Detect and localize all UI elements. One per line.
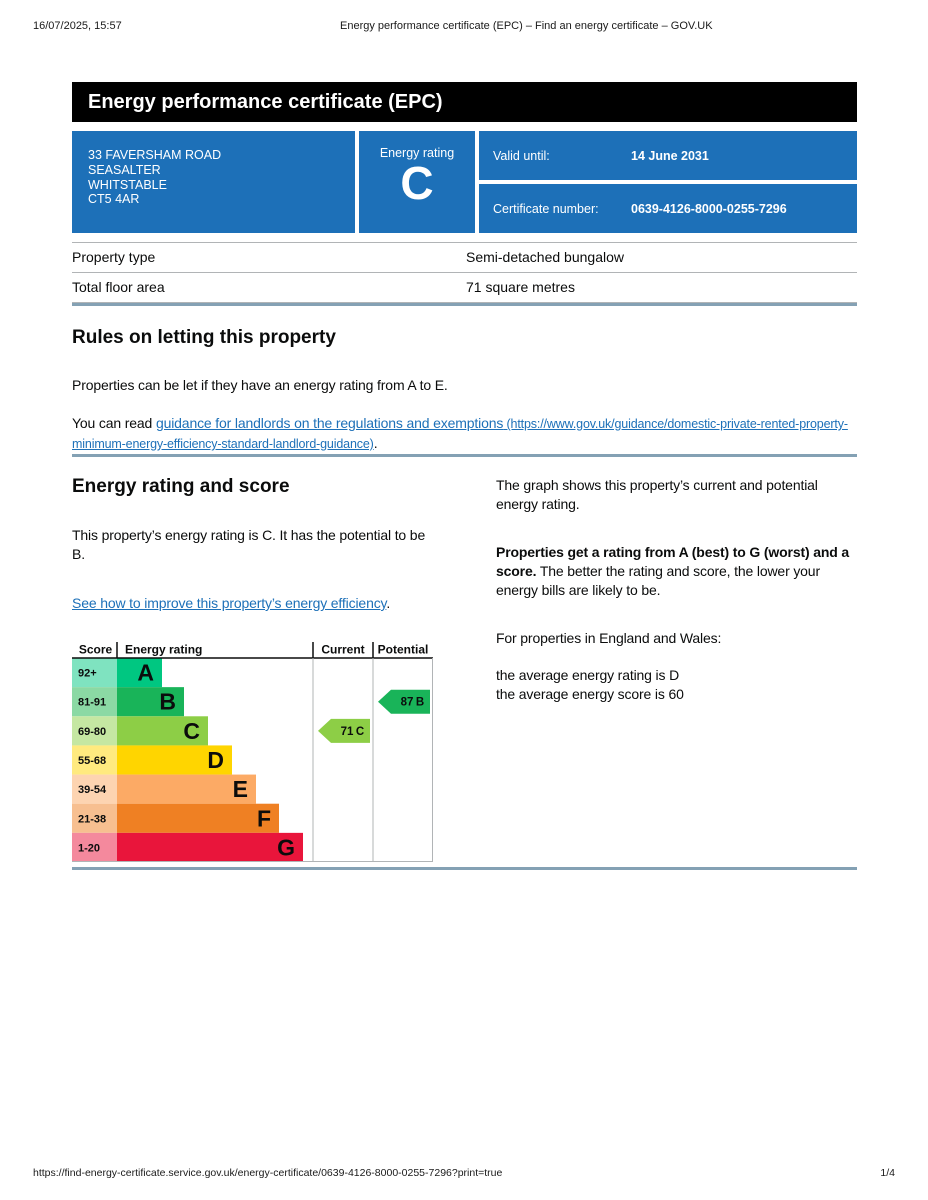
valid-until-row bbox=[479, 131, 857, 180]
certificate-number-value: 0639-4126-8000-0255-7296 bbox=[631, 201, 787, 216]
epc-rating-graph bbox=[72, 641, 433, 867]
landlord-guidance-link-url: (https://www.gov.uk/guidance/domestic-private-rented-property-minimum-energy-efficiency-standard-landlord-guidance) bbox=[72, 417, 848, 451]
energy-rating-section bbox=[72, 457, 857, 867]
landlord-guidance-link[interactable] bbox=[72, 415, 848, 451]
print-page-number: 1/4 bbox=[880, 1167, 895, 1179]
rating-explanation bbox=[496, 543, 857, 600]
valid-until-label: Valid until: bbox=[493, 148, 550, 163]
property-address bbox=[72, 131, 355, 233]
print-datetime: 16/07/2025, 15:57 bbox=[33, 20, 122, 32]
print-page-title: Energy performance certificate (EPC) – Find an energy certificate – GOV.UK bbox=[340, 20, 713, 32]
svg-text:B: B bbox=[159, 688, 176, 715]
valid-until-value: 14 June 2031 bbox=[631, 148, 709, 163]
svg-text:E: E bbox=[232, 776, 248, 803]
rating-intro: This property’s energy rating is C. It has the potential to be B. bbox=[72, 527, 426, 562]
rules-paragraph: Properties can be let if they have an energy rating from A to E. bbox=[72, 377, 448, 393]
svg-text:D: D bbox=[207, 747, 224, 773]
graph-description: The graph shows this property’s current and potential energy rating. bbox=[496, 477, 818, 512]
band-row-b bbox=[72, 687, 184, 716]
svg-text:39-54: 39-54 bbox=[78, 784, 107, 797]
improve-efficiency-link[interactable]: See how to improve this property’s energy efficiency bbox=[72, 595, 387, 611]
certificate-page bbox=[72, 82, 857, 870]
improve-suffix: . bbox=[386, 595, 391, 611]
address-line-2: SEASALTER bbox=[88, 162, 161, 177]
property-type-value: Semi-detached bungalow bbox=[466, 249, 624, 265]
svg-text:81-91: 81-91 bbox=[78, 696, 107, 709]
page-title: Energy performance certificate (EPC) bbox=[88, 90, 443, 113]
energy-rating-value: C bbox=[400, 157, 434, 209]
certificate-number-row bbox=[479, 184, 857, 233]
average-rating-line: the average energy rating is D bbox=[496, 667, 680, 683]
band-row-e bbox=[72, 775, 256, 804]
band-row-d bbox=[72, 745, 232, 774]
rules-guidance-prefix: You can read bbox=[72, 415, 156, 431]
rules-heading: Rules on letting this property bbox=[72, 327, 336, 348]
svg-text:Potential: Potential bbox=[377, 642, 429, 657]
svg-text:Energy rating: Energy rating bbox=[125, 642, 203, 657]
average-score-line: the average energy score is 60 bbox=[496, 686, 684, 702]
certificate-meta bbox=[479, 131, 857, 233]
property-type-label: Property type bbox=[72, 249, 156, 265]
table-row bbox=[72, 273, 857, 303]
svg-text:Score: Score bbox=[78, 642, 113, 657]
band-row-a bbox=[72, 658, 162, 687]
rules-section bbox=[72, 327, 857, 454]
epc-banner bbox=[72, 82, 857, 122]
england-wales-intro: For properties in England and Wales: bbox=[496, 630, 722, 646]
band-row-g bbox=[72, 833, 303, 862]
certificate-number-label: Certificate number: bbox=[493, 201, 599, 216]
address-line-1: 33 FAVERSHAM ROAD bbox=[88, 148, 222, 162]
svg-text:1-20: 1-20 bbox=[78, 842, 101, 855]
browser-print-footer bbox=[33, 1167, 895, 1179]
svg-text:F: F bbox=[256, 805, 271, 832]
averages-list bbox=[496, 666, 857, 704]
svg-text:B: B bbox=[415, 696, 425, 709]
rating-heading: Energy rating and score bbox=[72, 476, 290, 497]
svg-text:21-38: 21-38 bbox=[78, 813, 107, 826]
svg-text:87: 87 bbox=[400, 696, 414, 709]
floor-area-label: Total floor area bbox=[72, 279, 165, 295]
address-line-3: WHITSTABLE bbox=[88, 177, 167, 192]
current-rating-arrow bbox=[318, 719, 370, 743]
rating-column-left bbox=[72, 457, 433, 867]
svg-text:C: C bbox=[183, 717, 200, 744]
rules-guidance-suffix: . bbox=[373, 435, 378, 451]
svg-text:71: 71 bbox=[340, 725, 354, 738]
svg-text:Current: Current bbox=[321, 642, 365, 657]
rating-column-right bbox=[496, 457, 857, 867]
band-row-f bbox=[72, 804, 279, 833]
floor-area-value: 71 square metres bbox=[466, 279, 575, 295]
energy-rating-cell bbox=[359, 131, 475, 233]
svg-text:C: C bbox=[355, 725, 365, 738]
svg-text:G: G bbox=[277, 834, 295, 861]
address-line-4: CT5 4AR bbox=[88, 192, 140, 207]
certificate-summary-box bbox=[72, 131, 857, 233]
epc-rating-graph-svg bbox=[72, 641, 433, 862]
svg-text:69-80: 69-80 bbox=[78, 725, 107, 738]
section-break bbox=[72, 867, 857, 870]
potential-rating-arrow bbox=[378, 690, 430, 714]
band-row-c bbox=[72, 716, 208, 745]
rating-explanation-rest: The better the rating and score, the lower your energy bills are likely to be. bbox=[496, 563, 820, 598]
property-details-table bbox=[72, 242, 857, 303]
section-break bbox=[72, 303, 857, 306]
svg-text:55-68: 55-68 bbox=[78, 755, 107, 767]
svg-text:92+: 92+ bbox=[78, 667, 97, 680]
table-row bbox=[72, 243, 857, 273]
svg-text:A: A bbox=[137, 659, 154, 686]
landlord-guidance-link-text: guidance for landlords on the regulations and exemptions bbox=[155, 415, 504, 431]
energy-rating-label: Energy rating bbox=[379, 146, 455, 160]
print-footer-url: https://find-energy-certificate.service.gov.uk/energy-certificate/0639-4126-8000-0255-7296?print=true bbox=[33, 1167, 503, 1179]
improve-paragraph bbox=[72, 594, 433, 613]
rules-guidance-paragraph bbox=[72, 414, 857, 454]
rating-explanation-bold: Properties get a rating from A (best) to G (worst) and a score. bbox=[496, 544, 850, 579]
